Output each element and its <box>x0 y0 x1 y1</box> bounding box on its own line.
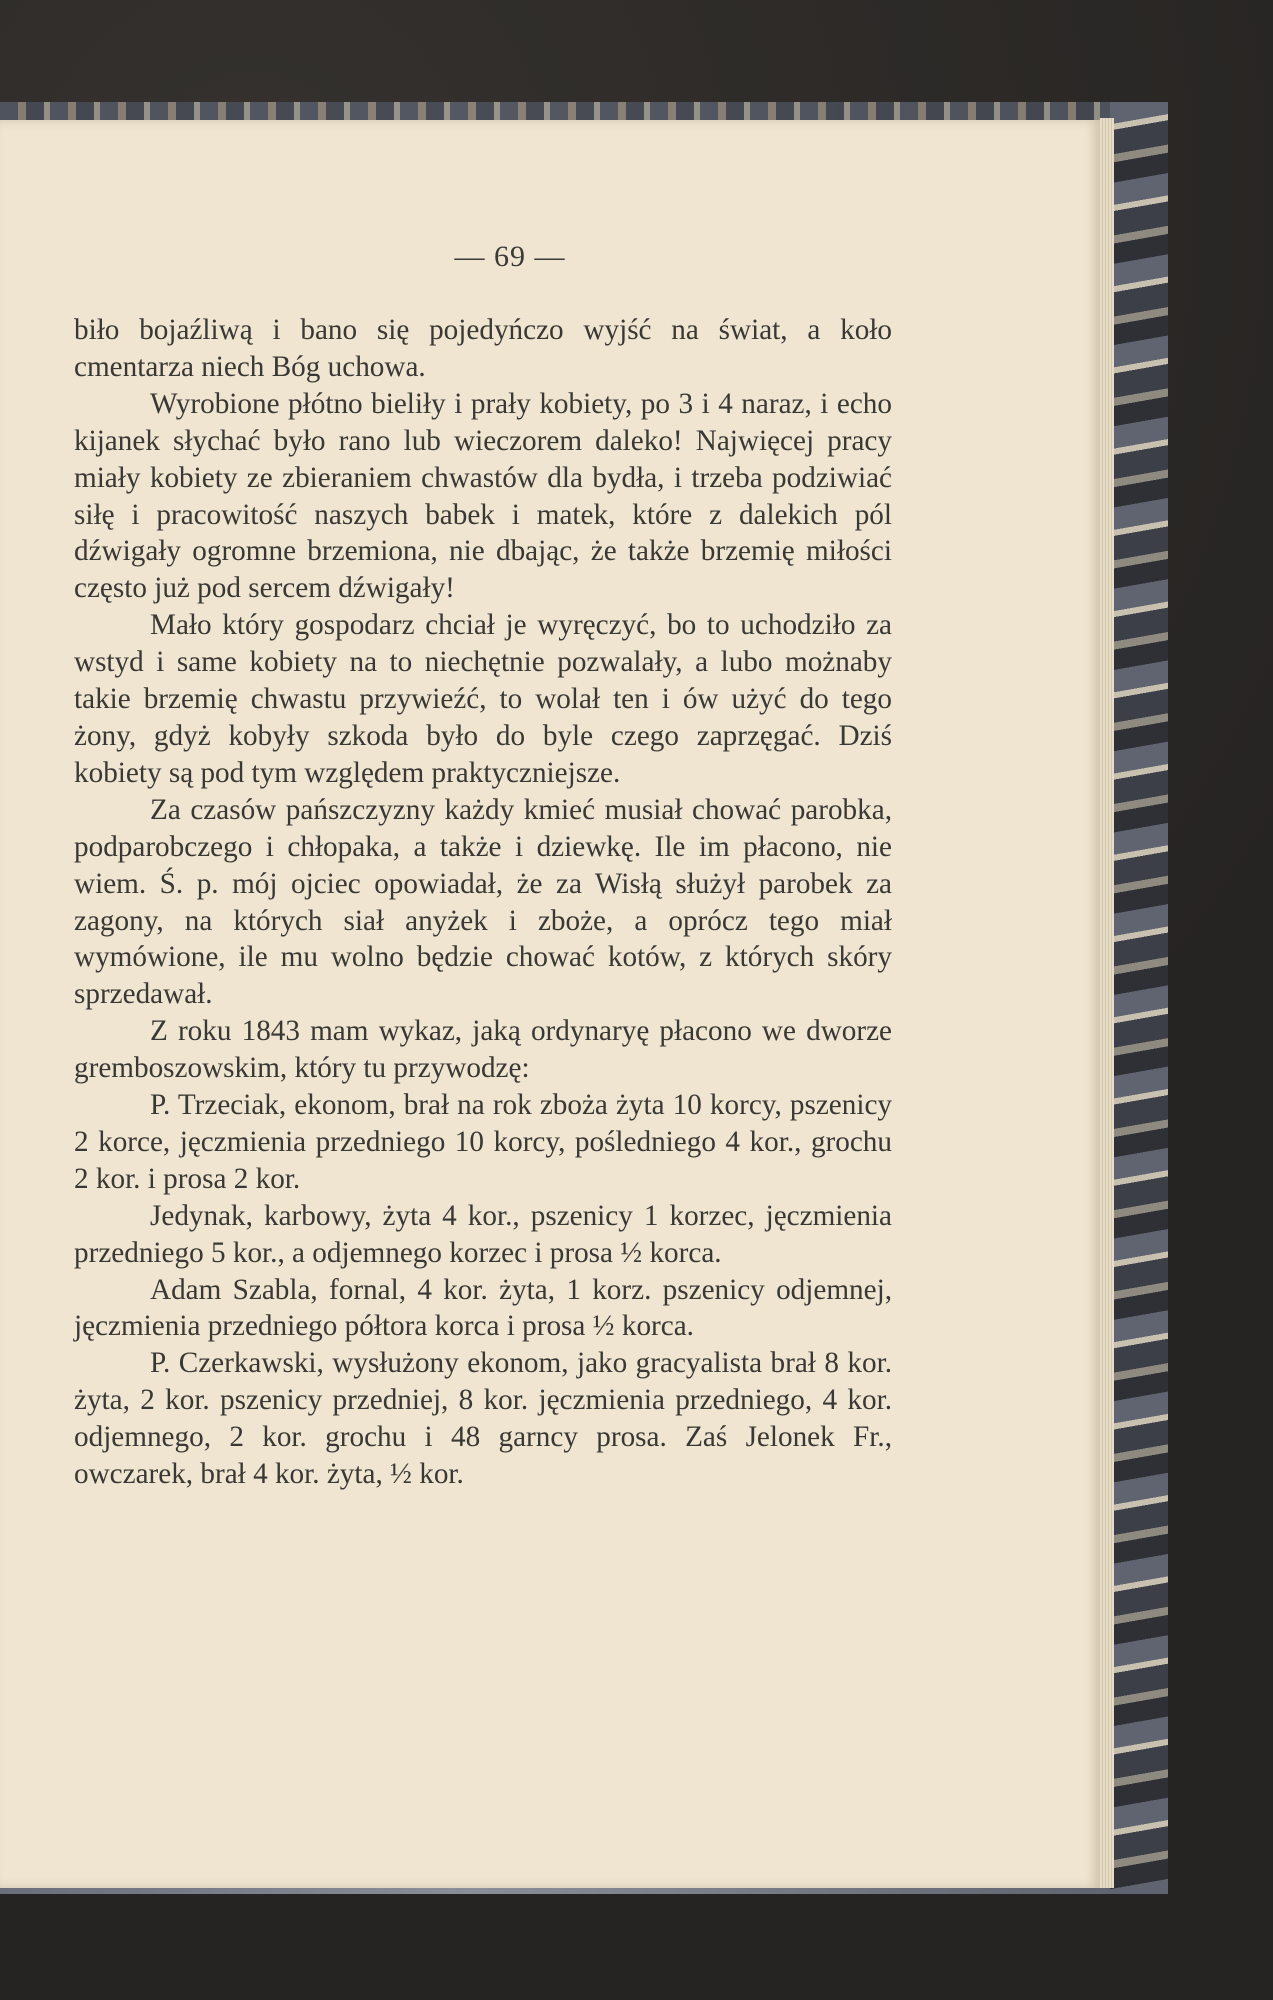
marbled-cover-edge <box>1110 102 1168 1894</box>
paragraph-9: P. Czerkawski, wysłużony ekonom, jako gracyalista brał 8 kor. żyta, 2 kor. pszenicy przedniej, 8 kor. jęczmienia przedniego, 4 kor. odjemnego, 2 kor. grochu i 48 garncy prosa. Zaś Jelonek Fr., owczarek, brał 4 kor. żyta, ½ kor. <box>74 1347 892 1491</box>
paragraph-6: P. Trzeciak, ekonom, brał na rok zboża żyta 10 korcy, pszenicy 2 korce, jęczmienia przedniego 10 korcy, pośledniego 4 kor., grochu 2 kor. i prosa 2 kor. <box>74 1089 892 1195</box>
paragraph-4: Za czasów pańszczyzny każdy kmieć musiał chować parobka, podparobczego i chłopaka, a także i dziewkę. Ile im płacono, nie wiem. Ś. p. mój ojciec opowiadał, że za Wisłą służył parobek za zagony, na których siał anyżek i zboże, a oprócz tego miał wymówione, ile mu wolno będzie chować kotów, z których skóry sprzedawał. <box>74 793 892 1011</box>
page-stack-edge <box>1100 118 1114 1888</box>
paragraph-7: Jedynak, karbowy, żyta 4 kor., pszenicy 1 korzec, jęczmienia przedniego 5 kor., a odjemnego korzec i prosa ½ korca. <box>74 1199 892 1269</box>
page-number: — 69 — <box>454 240 566 273</box>
paragraph-8: Adam Szabla, fornal, 4 kor. żyta, 1 korz. pszenicy odjemnej, jęczmienia przedniego półtora korca i prosa ½ korca. <box>74 1273 892 1343</box>
paragraph-5: Z roku 1843 mam wykaz, jaką ordynaryę płacono we dworze gremboszowskim, który tu przywodzę: <box>74 1015 892 1085</box>
paragraph-2: Wyrobione płótno bieliły i prały kobiety, po 3 i 4 naraz, i echo kijanek słychać było rano lub wieczorem daleko! Najwięcej pracy miały kobiety ze zbieraniem chwastów dla bydła, i trzeba podziwiać siłę i pracowitość naszych babek i matek, które z dalekich pól dźwigały ogromne brzemiona, nie dbając, że także brzemię miłości często już pod sercem dźwigały! <box>74 387 892 605</box>
paragraph-1: biło bojaźliwą i bano się pojedyńczo wyjść na świat, a koło cmentarza niech Bóg uchowa. <box>74 314 892 383</box>
paragraph-3: Mało który gospodarz chciał je wyręczyć, bo to uchodziło za wstyd i same kobiety na to niechętnie pozwalały, a lubo możnaby takie brzemię chwastu przywieźć, to wolał ten i ów użyć do tego żony, gdyż kobyły szkoda było do byle czego zaprzęgać. Dziś kobiety są pod tym względem praktyczniejsze. <box>74 609 892 789</box>
page-body <box>74 312 892 1493</box>
